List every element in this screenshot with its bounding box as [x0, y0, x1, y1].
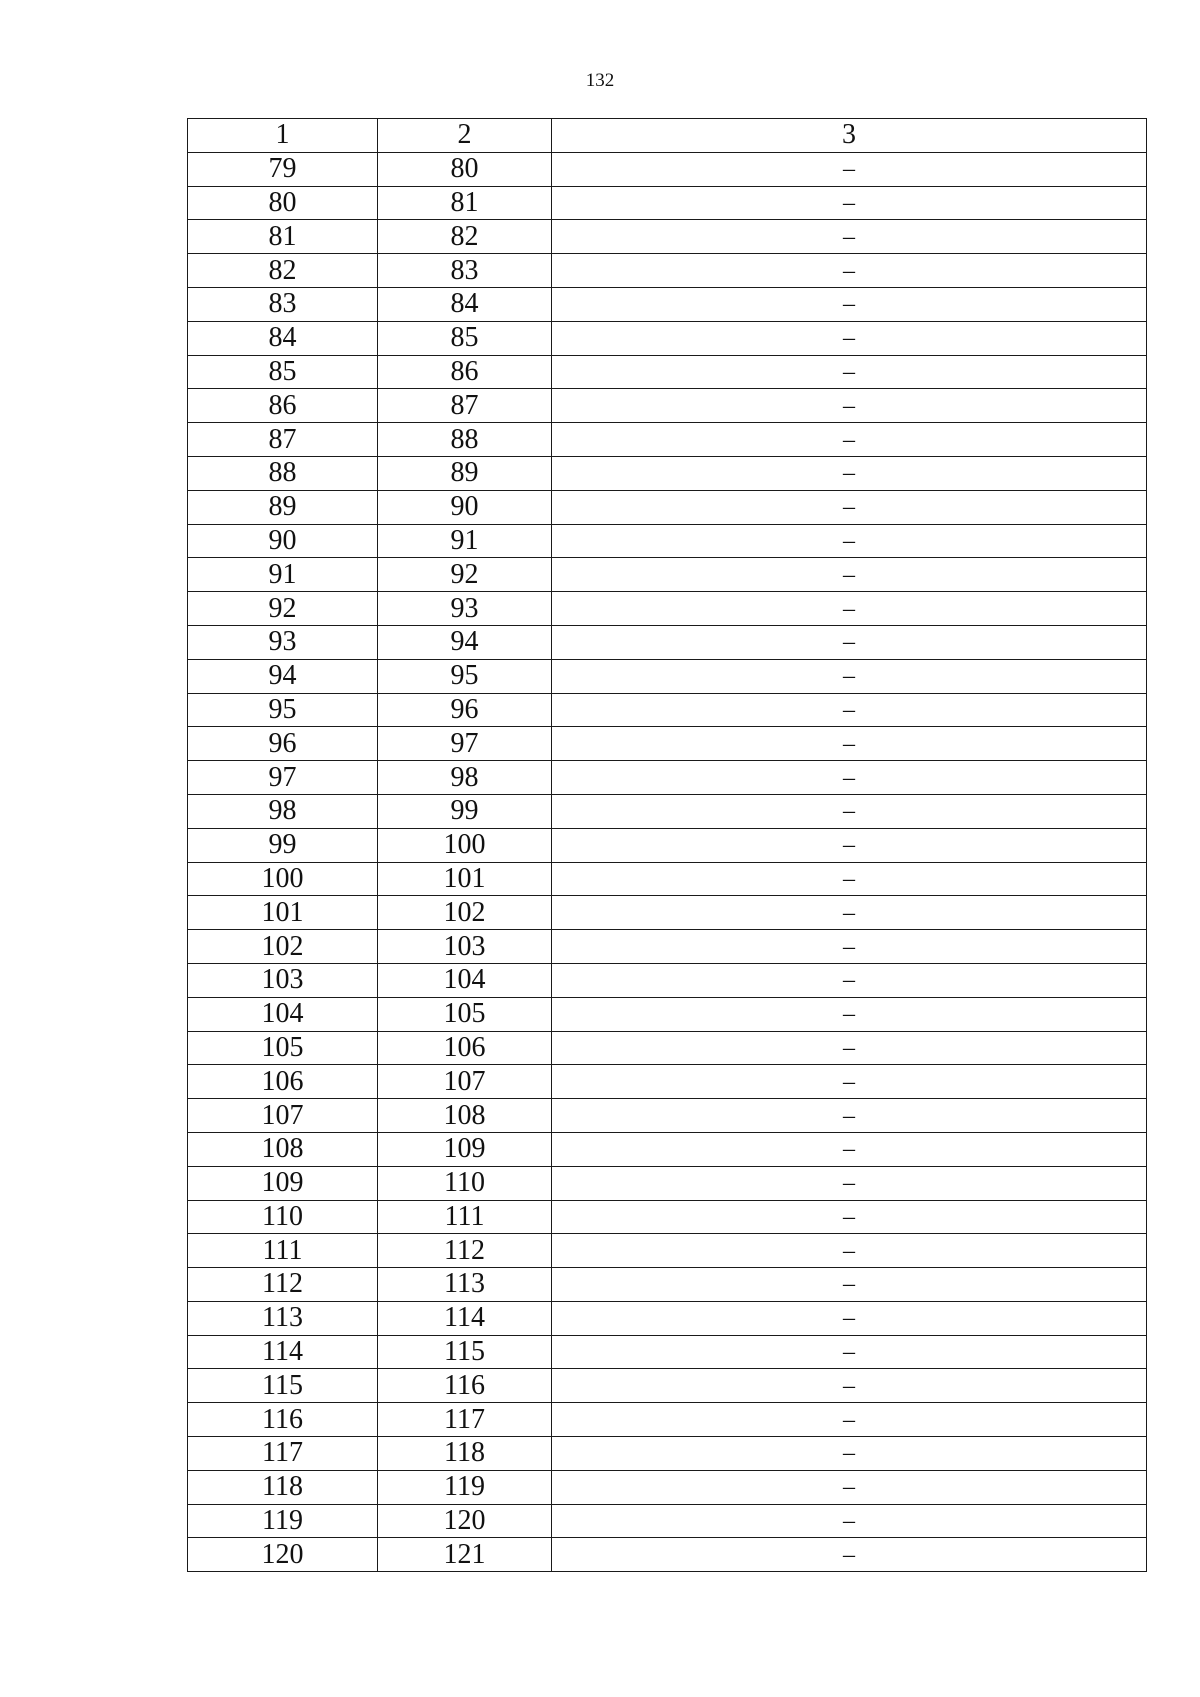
- table-cell-col-2: 107: [378, 1065, 552, 1099]
- table-cell-col-3: –: [552, 490, 1147, 524]
- table-cell-col-1: 89: [188, 490, 378, 524]
- table-cell-col-3: –: [552, 1065, 1147, 1099]
- table-cell-col-2: 111: [378, 1200, 552, 1234]
- table-cell-col-1: 100: [188, 862, 378, 896]
- table-cell-col-2: 82: [378, 220, 552, 254]
- table-cell-col-1: 114: [188, 1335, 378, 1369]
- column-header-2: 2: [378, 119, 552, 153]
- table-cell-col-3: –: [552, 1268, 1147, 1302]
- table-cell-col-3: –: [552, 828, 1147, 862]
- table-row: [188, 558, 1147, 592]
- table-cell-col-1: 103: [188, 963, 378, 997]
- table-cell-col-2: 91: [378, 524, 552, 558]
- table-cell-col-2: 105: [378, 997, 552, 1031]
- table-cell-col-1: 85: [188, 355, 378, 389]
- table-cell-col-1: 92: [188, 592, 378, 626]
- table-cell-col-1: 119: [188, 1504, 378, 1538]
- table-cell-col-3: –: [552, 186, 1147, 220]
- table-row: [188, 862, 1147, 896]
- table-cell-col-2: 98: [378, 761, 552, 795]
- table-cell-col-2: 106: [378, 1031, 552, 1065]
- table-cell-col-1: 112: [188, 1268, 378, 1302]
- table-row: [188, 423, 1147, 457]
- table-cell-col-3: –: [552, 1301, 1147, 1335]
- table-cell-col-2: 84: [378, 287, 552, 321]
- table-cell-col-1: 98: [188, 794, 378, 828]
- column-header-1: 1: [188, 119, 378, 153]
- table-cell-col-2: 113: [378, 1268, 552, 1302]
- table-cell-col-2: 121: [378, 1538, 552, 1572]
- table-cell-col-1: 86: [188, 389, 378, 423]
- table-row: [188, 1065, 1147, 1099]
- table-cell-col-3: –: [552, 287, 1147, 321]
- table-cell-col-1: 120: [188, 1538, 378, 1572]
- table-cell-col-2: 101: [378, 862, 552, 896]
- table-cell-col-2: 86: [378, 355, 552, 389]
- table-cell-col-2: 89: [378, 456, 552, 490]
- table-cell-col-3: –: [552, 355, 1147, 389]
- table-cell-col-2: 94: [378, 625, 552, 659]
- table-cell-col-3: –: [552, 1470, 1147, 1504]
- table-cell-col-2: 99: [378, 794, 552, 828]
- table-cell-col-3: –: [552, 963, 1147, 997]
- table-cell-col-3: –: [552, 659, 1147, 693]
- table-cell-col-3: –: [552, 456, 1147, 490]
- table-cell-col-3: –: [552, 254, 1147, 288]
- table-cell-col-3: –: [552, 1234, 1147, 1268]
- table-row: [188, 896, 1147, 930]
- table-cell-col-1: 115: [188, 1369, 378, 1403]
- table-row: [188, 1470, 1147, 1504]
- table-cell-col-2: 85: [378, 321, 552, 355]
- table-cell-col-1: 81: [188, 220, 378, 254]
- table-cell-col-1: 84: [188, 321, 378, 355]
- table-row: [188, 254, 1147, 288]
- table-cell-col-1: 104: [188, 997, 378, 1031]
- table-row: [188, 761, 1147, 795]
- table-cell-col-3: –: [552, 1335, 1147, 1369]
- table-cell-col-2: 118: [378, 1437, 552, 1471]
- table-cell-col-3: –: [552, 1437, 1147, 1471]
- table-row: [188, 1437, 1147, 1471]
- table-cell-col-2: 81: [378, 186, 552, 220]
- table-cell-col-3: –: [552, 1369, 1147, 1403]
- table-cell-col-2: 88: [378, 423, 552, 457]
- table-row: [188, 963, 1147, 997]
- table-row: [188, 659, 1147, 693]
- table-row: [188, 1268, 1147, 1302]
- table-row: [188, 456, 1147, 490]
- table-cell-col-3: –: [552, 321, 1147, 355]
- table-row: [188, 1538, 1147, 1572]
- table-cell-col-1: 110: [188, 1200, 378, 1234]
- table-cell-col-3: –: [552, 1403, 1147, 1437]
- table-cell-col-2: 97: [378, 727, 552, 761]
- table-row: [188, 1099, 1147, 1133]
- table-row: [188, 693, 1147, 727]
- table-header-row: [188, 119, 1147, 153]
- table-row: [188, 1200, 1147, 1234]
- table-cell-col-3: –: [552, 794, 1147, 828]
- table-cell-col-3: –: [552, 930, 1147, 964]
- table-cell-col-3: –: [552, 1099, 1147, 1133]
- table-cell-col-3: –: [552, 152, 1147, 186]
- table-cell-col-1: 102: [188, 930, 378, 964]
- table-row: [188, 1132, 1147, 1166]
- table-body: [188, 152, 1147, 1571]
- table-row: [188, 490, 1147, 524]
- table-cell-col-1: 99: [188, 828, 378, 862]
- table-cell-col-1: 118: [188, 1470, 378, 1504]
- table-cell-col-2: 102: [378, 896, 552, 930]
- table-cell-col-3: –: [552, 625, 1147, 659]
- table-row: [188, 389, 1147, 423]
- table-cell-col-2: 95: [378, 659, 552, 693]
- table-cell-col-2: 100: [378, 828, 552, 862]
- table-cell-col-1: 105: [188, 1031, 378, 1065]
- table-cell-col-1: 101: [188, 896, 378, 930]
- table-cell-col-3: –: [552, 389, 1147, 423]
- table-row: [188, 828, 1147, 862]
- table-cell-col-1: 117: [188, 1437, 378, 1471]
- table-cell-col-1: 109: [188, 1166, 378, 1200]
- table-cell-col-2: 87: [378, 389, 552, 423]
- table-row: [188, 727, 1147, 761]
- table-cell-col-3: –: [552, 592, 1147, 626]
- table-cell-col-3: –: [552, 896, 1147, 930]
- table-cell-col-2: 103: [378, 930, 552, 964]
- column-header-3: 3: [552, 119, 1147, 153]
- page-number: 132: [585, 70, 615, 91]
- table-row: [188, 1166, 1147, 1200]
- table-cell-col-3: –: [552, 1031, 1147, 1065]
- table-cell-col-3: –: [552, 1538, 1147, 1572]
- table-row: [188, 1403, 1147, 1437]
- table-cell-col-2: 112: [378, 1234, 552, 1268]
- table-cell-col-2: 104: [378, 963, 552, 997]
- table-cell-col-1: 116: [188, 1403, 378, 1437]
- table-row: [188, 321, 1147, 355]
- table-cell-col-2: 96: [378, 693, 552, 727]
- table-cell-col-1: 97: [188, 761, 378, 795]
- table-cell-col-3: –: [552, 693, 1147, 727]
- table-cell-col-1: 96: [188, 727, 378, 761]
- table-cell-col-3: –: [552, 1200, 1147, 1234]
- table-cell-col-2: 120: [378, 1504, 552, 1538]
- table-cell-col-1: 95: [188, 693, 378, 727]
- table-row: [188, 1301, 1147, 1335]
- table-cell-col-2: 108: [378, 1099, 552, 1133]
- table-cell-col-3: –: [552, 1166, 1147, 1200]
- table-row: [188, 1504, 1147, 1538]
- table-row: [188, 1335, 1147, 1369]
- table-cell-col-1: 111: [188, 1234, 378, 1268]
- table-cell-col-2: 110: [378, 1166, 552, 1200]
- table-cell-col-2: 109: [378, 1132, 552, 1166]
- table-cell-col-1: 106: [188, 1065, 378, 1099]
- table-cell-col-1: 108: [188, 1132, 378, 1166]
- table-cell-col-2: 117: [378, 1403, 552, 1437]
- data-table: [187, 118, 1147, 1572]
- table-cell-col-1: 88: [188, 456, 378, 490]
- table-cell-col-2: 115: [378, 1335, 552, 1369]
- table-row: [188, 1234, 1147, 1268]
- table-cell-col-2: 119: [378, 1470, 552, 1504]
- table-row: [188, 930, 1147, 964]
- table-row: [188, 625, 1147, 659]
- table-row: [188, 220, 1147, 254]
- table-cell-col-3: –: [552, 423, 1147, 457]
- table-row: [188, 524, 1147, 558]
- table-cell-col-1: 93: [188, 625, 378, 659]
- table-row: [188, 287, 1147, 321]
- data-table-container: [187, 118, 1147, 1572]
- table-cell-col-1: 91: [188, 558, 378, 592]
- table-cell-col-2: 93: [378, 592, 552, 626]
- table-cell-col-3: –: [552, 220, 1147, 254]
- table-cell-col-3: –: [552, 524, 1147, 558]
- table-cell-col-3: –: [552, 727, 1147, 761]
- table-cell-col-3: –: [552, 1132, 1147, 1166]
- table-cell-col-2: 90: [378, 490, 552, 524]
- table-cell-col-1: 107: [188, 1099, 378, 1133]
- table-cell-col-1: 94: [188, 659, 378, 693]
- table-cell-col-2: 83: [378, 254, 552, 288]
- table-cell-col-1: 113: [188, 1301, 378, 1335]
- table-row: [188, 1369, 1147, 1403]
- table-cell-col-3: –: [552, 761, 1147, 795]
- table-cell-col-1: 79: [188, 152, 378, 186]
- table-cell-col-3: –: [552, 1504, 1147, 1538]
- table-row: [188, 152, 1147, 186]
- table-cell-col-2: 92: [378, 558, 552, 592]
- table-cell-col-2: 116: [378, 1369, 552, 1403]
- table-cell-col-1: 90: [188, 524, 378, 558]
- table-cell-col-3: –: [552, 862, 1147, 896]
- table-row: [188, 592, 1147, 626]
- table-cell-col-2: 114: [378, 1301, 552, 1335]
- table-row: [188, 186, 1147, 220]
- table-cell-col-3: –: [552, 997, 1147, 1031]
- table-cell-col-1: 82: [188, 254, 378, 288]
- table-row: [188, 997, 1147, 1031]
- table-cell-col-3: –: [552, 558, 1147, 592]
- table-cell-col-1: 83: [188, 287, 378, 321]
- table-cell-col-2: 80: [378, 152, 552, 186]
- table-row: [188, 355, 1147, 389]
- table-cell-col-1: 87: [188, 423, 378, 457]
- table-row: [188, 794, 1147, 828]
- table-row: [188, 1031, 1147, 1065]
- table-cell-col-1: 80: [188, 186, 378, 220]
